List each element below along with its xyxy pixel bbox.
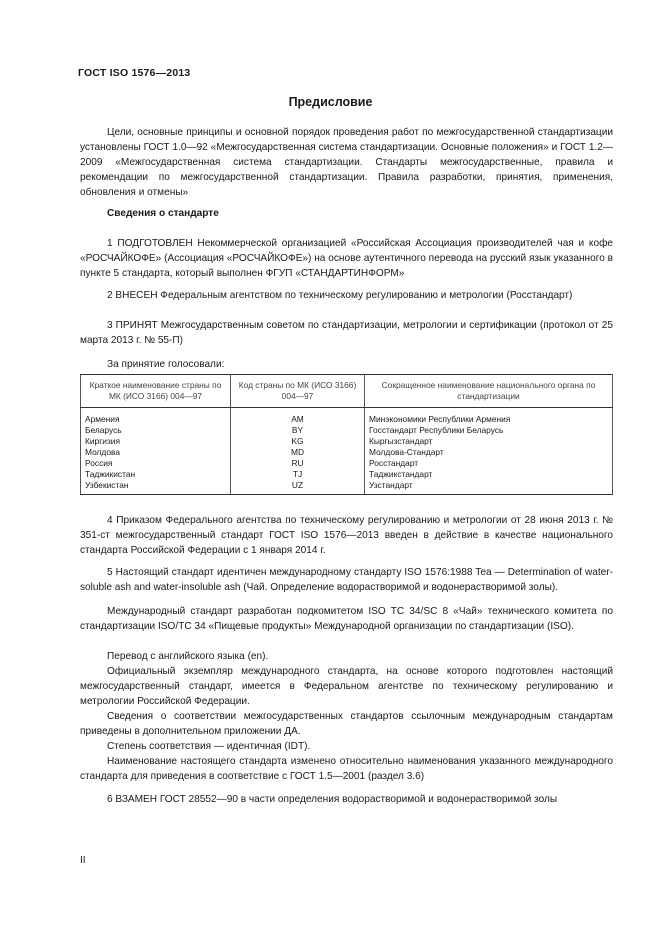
page-title: Предисловие [288,95,373,109]
document-code-header: ГОСТ ISO 1576—2013 [78,67,191,79]
cell-body: Таджикстандарт [365,469,613,480]
table-row [81,458,613,469]
item-4-paragraph [80,513,613,558]
cell-code: MD [231,447,365,458]
item-3-paragraph [80,318,613,348]
item-6-paragraph [80,792,613,807]
item-5-official-copy-text: Официальный экземпляр международного стандарта, на основе которого подготовлен настоящий межгосударственный стандарт, имеется в Федеральном агентстве по техническому регулированию и метрологии Российской Федерации. [80,666,613,707]
cell-code: AM [231,408,365,426]
item-3-text: 3 ПРИНЯТ Межгосударственным советом по стандартизации, метрологии и сертификации (протокол от 25 марта 2013 г. № 55-П) [80,320,613,346]
item-5-degree-text: Степень соответствия — идентичная (IDT). [107,741,311,752]
item-5-degree [80,739,613,754]
item-1-paragraph [80,236,613,281]
table-header-row [81,375,613,408]
cell-country: Беларусь [81,425,231,436]
item-1-text: 1 ПОДГОТОВЛЕН Некоммерческой организацией «Российская Ассоциация производителей чая и кофе «РОСЧАЙКОФЕ» (Ассоциация «РОСЧАЙКОФЕ») на основе аутентичного перевода на русский язык указанного в пункте 5 стандарта, который выполнен ФГУП «СТАНДАРТИНФОРМ» [80,238,613,279]
header-country-code: Код страны по МК (ИСО 3166) 004—97 [231,375,365,408]
header-national-body: Сокращенное наименование национального органа по стандартизации [365,375,613,408]
info-heading [80,206,613,221]
voting-countries-table [80,374,613,495]
item-5-translation-text: Перевод с английского языка (en). [107,651,269,662]
item-5-title-change [80,754,613,784]
item-5-iso-committee-text: Международный стандарт разработан подкомитетом ISO TC 34/SC 8 «Чай» технического комитета по стандартизации ISO/TC 34 «Пищевые продукты» Международной организации по стандартизации (ISO). [80,606,613,632]
cell-code: RU [231,458,365,469]
cell-country: Киргизия [81,436,231,447]
item-5-conformity-info-text: Сведения о соответствии межгосударственных стандартов ссылочным международным стандартам приведены в дополнительном приложении ДА. [80,711,613,737]
vote-label [80,357,613,372]
item-2-paragraph [80,288,613,303]
item-2-text: 2 ВНЕСЕН Федеральным агентством по техническому регулированию и метрологии (Росстандарт) [107,290,573,301]
cell-body: Госстандарт Республики Беларусь [365,425,613,436]
table-row [81,408,613,426]
cell-country: Армения [81,408,231,426]
header-country-name: Краткое наименование страны по МК (ИСО 3166) 004—97 [81,375,231,408]
item-5-text: 5 Настоящий стандарт идентичен международному стандарту ISO 1576:1988 Tea — Determination of water-soluble ash and water-insoluble ash (Чай. Определение водорастворимой и водонерастворимой золы). [80,567,613,593]
item-5-paragraph [80,565,613,595]
intro-text: Цели, основные принципы и основной порядок проведения работ по межгосударственной стандартизации установлены ГОСТ 1.0—92 «Межгосударственная система стандартизации. Основные положения» и ГОСТ 1.2—2009 «Межгосударственная система стандартизации. Стандарты межгосударственные, правила и рекомендации по межгосударственной стандартизации. Правила разработки, принятия, применения, обновления и отмены» [80,127,613,198]
cell-body: Росстандарт [365,458,613,469]
page-number: II [80,855,86,866]
cell-code: TJ [231,469,365,480]
vote-label-text: За принятие голосовали: [107,359,225,370]
table-row [81,480,613,495]
table-row [81,469,613,480]
item-4-text: 4 Приказом Федерального агентства по техническому регулированию и метрологии от 28 июня 2013 г. № 351-ст межгосударственный стандарт ГОСТ ISO 1576—2013 введен в действие в качестве национального стандарта Российской Федерации с 1 января 2014 г. [80,515,613,556]
cell-code: UZ [231,480,365,495]
item-6-text: 6 ВЗАМЕН ГОСТ 28552—90 в части определения водорастворимой и водонерастворимой золы [107,794,558,805]
cell-code: BY [231,425,365,436]
item-5-iso-committee [80,604,613,634]
item-5-title-change-text: Наименование настоящего стандарта изменено относительно наименования указанного международного стандарта для приведения в соответствие с ГОСТ 1.5—2001 (раздел 3.6) [80,756,613,782]
cell-country: Узбекистан [81,480,231,495]
cell-code: KG [231,436,365,447]
item-5-official-copy [80,664,613,709]
intro-paragraph [80,125,613,200]
item-5-conformity-info [80,709,613,739]
table-row [81,425,613,436]
cell-body: Минэкономики Республики Армения [365,408,613,426]
table-row [81,447,613,458]
info-heading-text: Сведения о стандарте [107,208,219,219]
cell-country: Молдова [81,447,231,458]
cell-body: Кыргызстандарт [365,436,613,447]
cell-body: Узстандарт [365,480,613,495]
cell-country: Таджикистан [81,469,231,480]
table-row [81,436,613,447]
item-5-translation [80,649,613,664]
cell-country: Россия [81,458,231,469]
cell-body: Молдова-Стандарт [365,447,613,458]
